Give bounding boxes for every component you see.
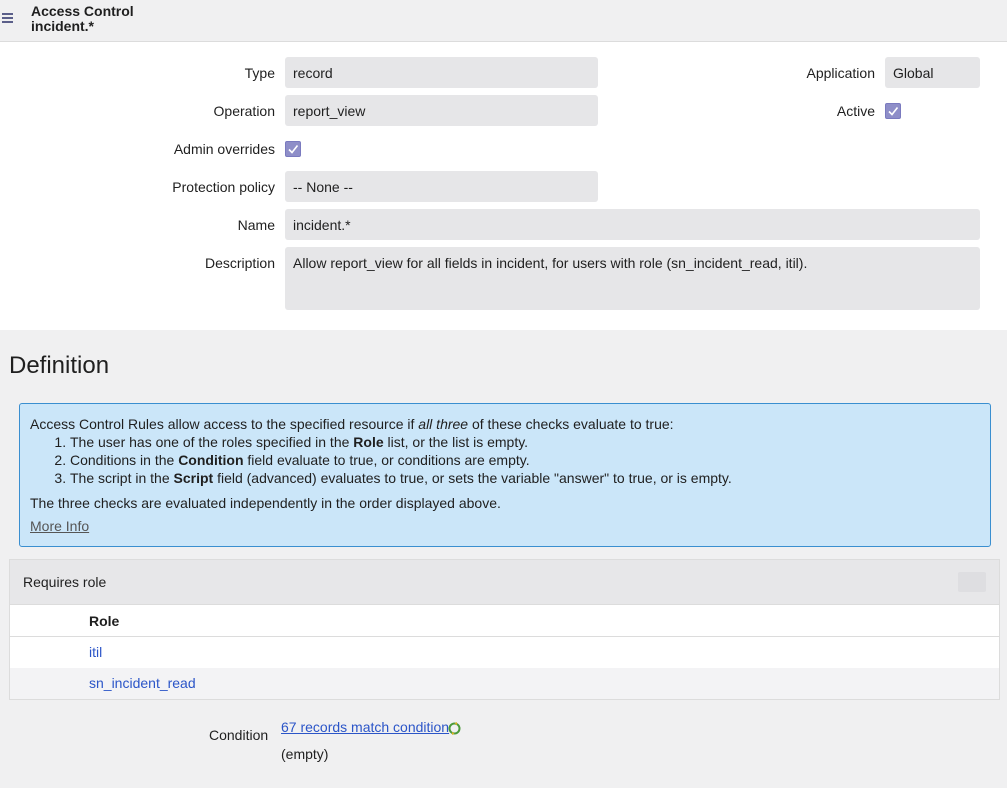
name-label: Name [237, 217, 275, 233]
operation-label: Operation [213, 103, 275, 119]
type-label: Type [244, 65, 275, 81]
info-check-bold: Script [173, 470, 214, 486]
info-check-bold: Role [353, 434, 384, 450]
info-check-bold: Condition [178, 452, 244, 468]
condition-label: Condition [209, 727, 269, 743]
info-check-text: Conditions in the [70, 452, 179, 468]
admin-overrides-label: Admin overrides [173, 141, 275, 157]
info-intro-text-end: of these checks evaluate to true: [468, 416, 674, 432]
info-check-text: The user has one of the roles specified in the [70, 434, 354, 450]
condition-value: (empty) [281, 746, 329, 762]
info-checks-list [70, 433, 980, 487]
requires-role-header [10, 560, 999, 605]
condition-section [4, 712, 1007, 788]
description-label: Description [204, 255, 275, 271]
info-check-item [70, 433, 980, 451]
info-intro-text: Access Control Rules allow access to the specified resource if [30, 416, 419, 432]
protection-policy-select[interactable]: -- None -- [285, 171, 598, 202]
requires-role-list [9, 559, 1000, 700]
info-intro [30, 416, 980, 433]
application-field[interactable]: Global [885, 57, 980, 88]
role-column-header[interactable] [10, 605, 999, 637]
active-checkbox[interactable] [885, 103, 901, 119]
info-check-text: The script in the [70, 470, 174, 486]
role-link-sn-incident-read[interactable]: sn_incident_read [89, 675, 196, 691]
table-row [10, 668, 999, 699]
operation-field[interactable]: report_view [285, 95, 598, 126]
role-link-itil[interactable]: itil [89, 644, 103, 660]
info-check-text-end: list, or the list is empty. [383, 434, 529, 450]
menu-icon[interactable] [2, 13, 13, 23]
info-note: The three checks are evaluated independently in the order displayed above. [30, 495, 501, 511]
requires-role-title: Requires role [23, 574, 107, 590]
checkmark-icon [287, 143, 299, 155]
info-check-item [70, 469, 980, 487]
page-title [31, 4, 134, 34]
info-intro-emphasis: all three [418, 416, 469, 432]
role-column-label: Role [89, 613, 120, 629]
definition-title: Definition [9, 352, 110, 379]
protection-policy-label: Protection policy [172, 179, 275, 195]
list-actions-button[interactable] [958, 572, 986, 592]
checkmark-icon [887, 105, 899, 117]
table-row [10, 637, 999, 668]
info-check-text-end: field (advanced) evaluates to true, or sets the variable "answer" to true, or is empty. [213, 470, 732, 486]
info-check-item [70, 451, 980, 469]
condition-records-link[interactable]: 67 records match condition [281, 719, 450, 735]
admin-overrides-checkbox[interactable] [285, 141, 301, 157]
more-info-link[interactable]: More Info [30, 518, 90, 534]
form-header [0, 0, 1007, 42]
name-field[interactable]: incident.* [285, 209, 980, 240]
refresh-icon[interactable] [448, 722, 461, 735]
application-label: Application [806, 65, 875, 81]
page-title-line1: Access Control [31, 3, 134, 19]
info-message [19, 403, 991, 547]
type-field[interactable]: record [285, 57, 598, 88]
info-check-text-end: field evaluate to true, or conditions are empty. [243, 452, 530, 468]
description-textarea[interactable]: Allow report_view for all fields in incident, for users with role (sn_incident_read, itil). [285, 247, 980, 310]
page-title-line2: incident.* [31, 18, 95, 34]
active-label: Active [836, 103, 875, 119]
